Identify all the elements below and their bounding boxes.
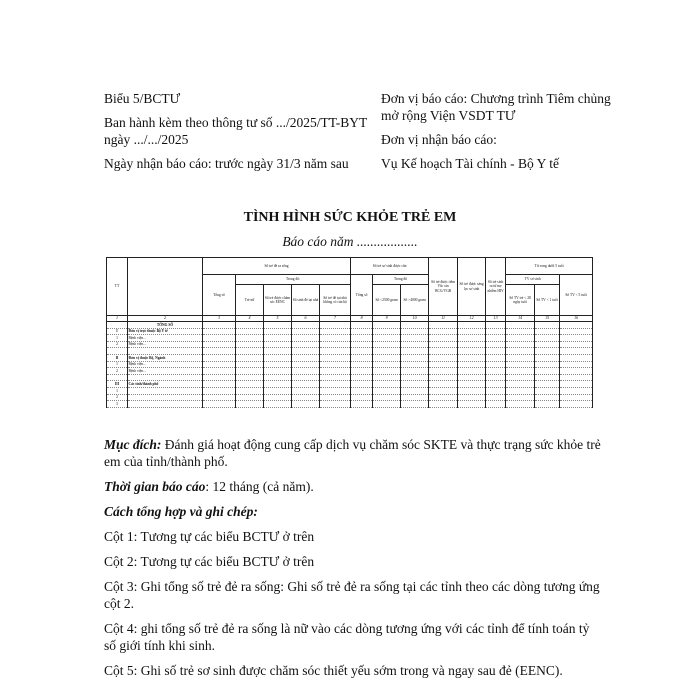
- col-number: 8: [351, 316, 373, 322]
- col-number: 2: [128, 316, 203, 322]
- table-row: [107, 354, 593, 361]
- col-number: 11: [429, 316, 458, 322]
- col-number: 4: [236, 316, 264, 322]
- instructions: [104, 436, 604, 687]
- row-label: TỔNG SỐ: [128, 322, 203, 329]
- row-number: I: [107, 328, 128, 335]
- col-number: 13: [486, 316, 506, 322]
- row-number: III: [107, 381, 128, 388]
- header-right: [381, 90, 626, 179]
- sub-in-which-header: Trong đó:: [236, 275, 351, 285]
- row-label: Đơn vị thuộc Bộ, Ngành: [128, 354, 203, 361]
- table-row: [107, 361, 593, 368]
- col-number: 3: [203, 316, 236, 322]
- table-row: [107, 401, 593, 408]
- method-label: [104, 503, 604, 520]
- table-row: [107, 368, 593, 375]
- row-label: Bệnh viện...: [128, 341, 203, 348]
- table-row: [107, 394, 593, 401]
- row-number: II: [107, 354, 128, 361]
- receiving-unit: Vụ Kế hoạch Tài chính - Bộ Y tế: [381, 156, 559, 171]
- receiving-unit-label: Đơn vị nhận báo cáo:: [381, 132, 497, 147]
- col-number: 6: [292, 316, 320, 322]
- method-label-text: Cách tổng hợp và ghi chép:: [104, 504, 258, 519]
- group-weighed-header: Số trẻ sơ sinh được cân: [351, 258, 429, 275]
- row-label: Bệnh viện...: [128, 368, 203, 375]
- issued-with: Ban hành kèm theo thông tư số .../2025/TT-BYT ngày .../.../2025: [104, 115, 368, 147]
- col-number: 12: [458, 316, 486, 322]
- col-total-header: Tổng số: [203, 275, 236, 316]
- table-row: [107, 335, 593, 342]
- form-code: Biểu 5/BCTƯ: [104, 91, 181, 106]
- col-death-neonatal-header: Số TV trẻ < 28 ngày tuổi: [506, 285, 535, 316]
- sub-deaths-header: TV sơ sinh: [506, 275, 560, 285]
- col-hiv-header: Số trẻ sinh ra từ mẹ nhiễm HIV: [486, 258, 506, 316]
- table-row: [107, 328, 593, 335]
- col-no-staff-header: Số trẻ đẻ tại nhà không có cán bộ: [320, 285, 351, 316]
- table-row: [107, 374, 593, 381]
- col-death-under1-header: Số TV < 1 tuổi: [535, 285, 560, 316]
- row-label: Bệnh viện...: [128, 335, 203, 342]
- col-number: 14: [506, 316, 535, 322]
- row-number: 1: [107, 335, 128, 342]
- col-under-2500-header: Số <2500 gram: [373, 285, 401, 316]
- column-4-note: Cột 4: ghi tổng số trẻ đẻ ra sống là nữ vào các dòng tương ứng với các tỉnh để tính toán tỷ số giới tính khi sinh.: [104, 621, 590, 653]
- row-number: 2: [107, 368, 128, 375]
- column-5-note: Cột 5: Ghi số trẻ sơ sinh được chăm sóc thiết yếu sớm trong và ngay sau đẻ (EENC).: [104, 663, 563, 678]
- table-row-total: [107, 322, 593, 329]
- row-label: Các tỉnh/thành phố: [128, 381, 203, 388]
- receive-date: Ngày nhận báo cáo: trước ngày 31/3 năm sau: [104, 156, 349, 171]
- row-number: 2: [107, 394, 128, 401]
- col-weighed-total-header: Tổng số: [351, 275, 373, 316]
- reporting-unit: Đơn vị báo cáo: Chương trình Tiêm chủng mở rộng Viện VSDT TƯ: [381, 91, 611, 123]
- group-deaths-header: Tử vong dưới 5 tuổi: [506, 258, 593, 275]
- col-female-header: Trẻ nữ: [236, 285, 264, 316]
- table-row: [107, 348, 593, 355]
- col-eenc-header: Số trẻ được chăm sóc EENC: [264, 285, 292, 316]
- report-title: TÌNH HÌNH SỨC KHỎE TRẺ EM: [243, 210, 457, 225]
- group-live-births-header: Số trẻ đẻ ra sống: [203, 258, 351, 275]
- col-unit-header: [128, 258, 203, 316]
- row-label: Đơn vị trực thuộc Bộ Y tế: [128, 328, 203, 335]
- purpose-paragraph: [104, 436, 604, 470]
- col-number: 15: [535, 316, 560, 322]
- period-text: : 12 tháng (cả năm).: [205, 479, 314, 494]
- column-3-note: Cột 3: Ghi tổng số trẻ đẻ ra sống: Ghi số trẻ đẻ ra sống tại các tỉnh theo các dòng tương ứng cột 2.: [104, 579, 600, 611]
- row-number: 3: [107, 401, 128, 408]
- table-row: [107, 341, 593, 348]
- col-number: 7: [320, 316, 351, 322]
- row-number: 1: [107, 387, 128, 394]
- report-subtitle: Báo cáo năm ..................: [282, 234, 418, 249]
- table-row: [107, 387, 593, 394]
- period-paragraph: [104, 478, 604, 495]
- sub-in-which-2-header: Trong đó: [373, 275, 429, 285]
- col-bcg-header: Số trẻ được tiêm Vắc xin BCG/VGB: [429, 258, 458, 316]
- col-death-under5-header: Số TV < 5 tuổi: [560, 275, 593, 316]
- report-table: [106, 257, 592, 428]
- row-number: 1: [107, 361, 128, 368]
- column-2-note: Cột 2: Tương tự các biểu BCTƯ ở trên: [104, 554, 315, 569]
- col-number: 1: [107, 316, 128, 322]
- period-label: Thời gian báo cáo: [104, 479, 206, 494]
- header-left: [104, 90, 374, 179]
- col-number: 10: [401, 316, 429, 322]
- purpose-label: Mục đích:: [104, 437, 162, 452]
- column-1-note: Cột 1: Tương tự các biểu BCTƯ ở trên: [104, 529, 315, 544]
- col-tt-header: TT: [107, 258, 128, 316]
- purpose-text: Đánh giá hoạt động cung cấp dịch vụ chăm sóc SKTE và thực trạng sức khỏe trẻ em của tỉnh/thành phố.: [104, 437, 601, 469]
- col-number: 16: [560, 316, 593, 322]
- col-number: 5: [264, 316, 292, 322]
- col-over-4000-header: Số >4000 gram: [401, 285, 429, 316]
- col-screening-header: Số trẻ được sàng lọc sơ sinh: [458, 258, 486, 316]
- col-number: 9: [373, 316, 401, 322]
- row-label: Bệnh viện...: [128, 361, 203, 368]
- col-home-birth-header: Số sinh đẻ tại nhà: [292, 285, 320, 316]
- row-number: 2: [107, 341, 128, 348]
- table-row: [107, 381, 593, 388]
